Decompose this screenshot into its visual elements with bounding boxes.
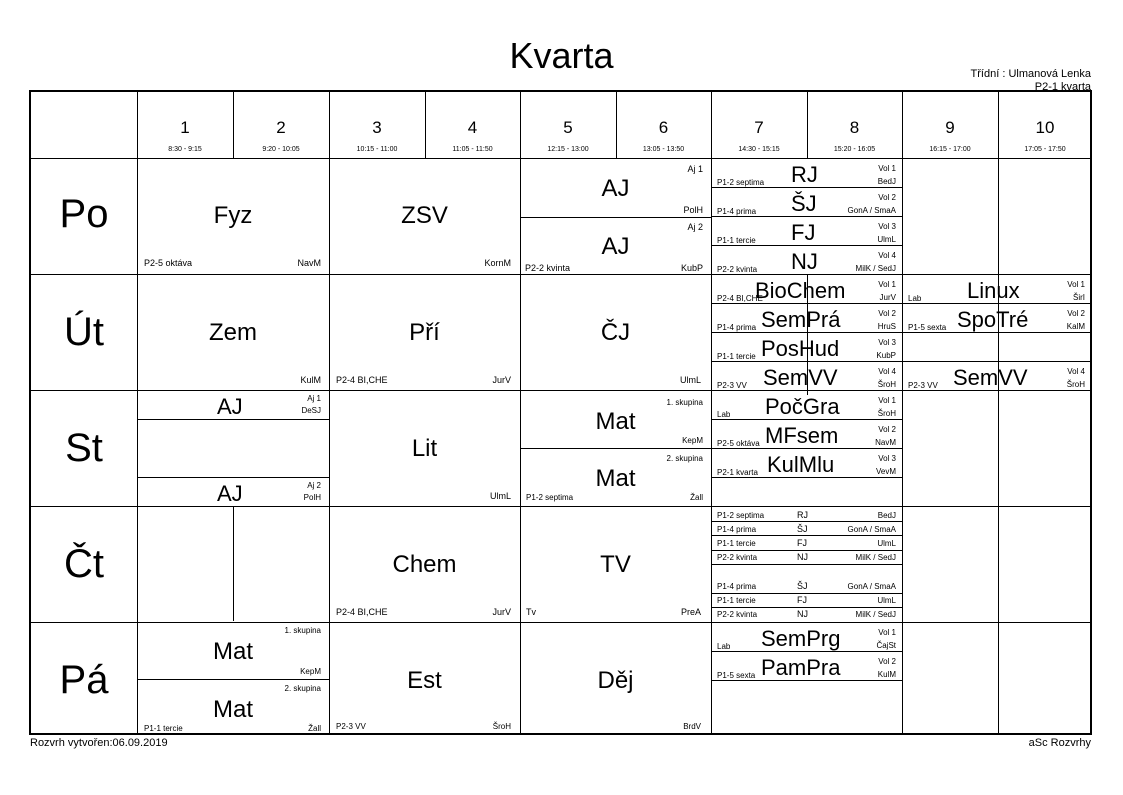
elective-class: P1-1 tercie: [717, 539, 756, 548]
period-time: 16:15 - 17:00: [929, 146, 971, 153]
lesson-subject: TV: [600, 551, 631, 578]
elective-class: P2-2 kvinta: [717, 553, 758, 562]
elective-class: P1-1 tercie: [717, 596, 756, 605]
elective-class: P1-5 sexta: [717, 671, 756, 680]
lesson-subject: Pří: [409, 319, 440, 346]
elective-class: Lab: [908, 294, 922, 303]
period-time: 17:05 - 17:50: [1024, 146, 1066, 153]
elective-teacher: MilK / SedJ: [855, 610, 896, 619]
elective-vol: Vol 4: [878, 251, 896, 260]
lesson-teacher: BrdV: [683, 722, 701, 731]
elective-class: Lab: [717, 410, 731, 419]
elective-subject: BioChem: [755, 278, 846, 303]
elective-class: P2-3 VV: [908, 381, 938, 390]
elective-vol: Vol 4: [878, 367, 896, 376]
lesson-teacher: UlmL: [679, 375, 701, 385]
lesson-subject: Lit: [411, 435, 438, 462]
period-time: 9:20 - 10:05: [262, 146, 300, 153]
elective-teacher: VevM: [875, 467, 896, 476]
elective-class: P1-4 prima: [717, 323, 757, 332]
lesson-subject: AJ: [601, 233, 630, 260]
elective-class: P1-4 prima: [717, 525, 757, 534]
elective-teacher: GonA / SmaA: [847, 206, 896, 215]
elective-vol: Vol 2: [878, 425, 896, 434]
lesson-teacher: PolH: [683, 205, 703, 215]
lesson-subject: Est: [407, 667, 442, 694]
lesson-teacher: NavM: [297, 258, 321, 268]
day-label: Út: [64, 310, 104, 354]
period-number: 9: [945, 118, 955, 137]
elective-teacher: KulM: [877, 670, 896, 679]
period-number: 5: [563, 118, 573, 137]
elective-subject: Linux: [967, 278, 1020, 303]
elective-vol: Vol 3: [878, 338, 896, 347]
elective-teacher: HruS: [877, 322, 896, 331]
lesson-class: P1-1 tercie: [144, 724, 183, 733]
elective-class: P2-3 VV: [717, 381, 747, 390]
period-time: 14:30 - 15:15: [738, 146, 780, 153]
lesson-class: Tv: [526, 607, 536, 617]
elective-teacher: NavM: [875, 438, 896, 447]
period-number: 7: [754, 118, 764, 137]
elective-vol: Vol 2: [878, 193, 896, 202]
lesson-teacher: KubP: [680, 263, 703, 273]
elective-subject: MFsem: [765, 423, 839, 448]
elective-vol: Vol 1: [878, 628, 896, 637]
lesson-group: Aj 2: [687, 222, 703, 232]
elective-teacher: UlmL: [877, 235, 896, 244]
elective-subject: ŠJ: [797, 581, 808, 591]
lesson-teacher: ŠroH: [492, 722, 511, 731]
day-label: St: [65, 426, 103, 470]
elective-vol: Vol 4: [1067, 367, 1085, 376]
lesson-class: P2-3 VV: [336, 722, 366, 731]
elective-class: P2-1 kvarta: [717, 468, 758, 477]
elective-teacher: GonA / SmaA: [847, 525, 896, 534]
lesson-teacher: KepM: [300, 667, 321, 676]
elective-teacher: KalM: [1066, 322, 1085, 331]
elective-subject: SemVV: [953, 365, 1028, 390]
elective-vol: Vol 1: [878, 280, 896, 289]
elective-subject: PočGra: [765, 394, 840, 419]
elective-subject: ŠJ: [791, 191, 817, 216]
elective-class: P1-4 prima: [717, 582, 757, 591]
lesson-group: P2-5 oktáva: [144, 258, 193, 268]
lesson-class: P2-4 BI,CHE: [336, 375, 388, 385]
lesson-subject: Mat: [595, 465, 636, 492]
elective-class: P2-4 BI,CHE: [717, 294, 763, 303]
elective-vol: Vol 1: [878, 164, 896, 173]
lesson-teacher: PolH: [303, 493, 321, 502]
elective-class: Lab: [717, 642, 731, 651]
lesson-subject: Zem: [209, 319, 257, 346]
elective-vol: Vol 1: [878, 396, 896, 405]
lesson-subject: AJ: [217, 481, 243, 506]
created-date: Rozvrh vytvořen:06.09.2019: [30, 737, 168, 749]
elective-teacher: BedJ: [877, 177, 896, 186]
lesson-class: P2-2 kvinta: [525, 263, 571, 273]
elective-subject: KulMlu: [767, 452, 835, 477]
period-time: 11:05 - 11:50: [452, 146, 493, 153]
lesson-group: 2. skupina: [666, 454, 703, 463]
elective-subject: SpoTré: [957, 307, 1029, 332]
elective-subject: NJ: [797, 609, 808, 619]
period-number: 3: [372, 118, 382, 137]
elective-vol: Vol 1: [1067, 280, 1085, 289]
elective-teacher: GonA / SmaA: [847, 582, 896, 591]
elective-subject: SemPrg: [761, 626, 841, 651]
elective-subject: ŠJ: [797, 524, 808, 534]
elective-teacher: UlmL: [877, 539, 896, 548]
elective-vol: Vol 3: [878, 222, 896, 231]
lesson-teacher: KepM: [682, 436, 703, 445]
timetable-grid: [29, 90, 1092, 735]
lesson-subject: Mat: [212, 638, 253, 665]
day-label: Pá: [59, 658, 109, 702]
period-number: 4: [467, 118, 478, 137]
elective-class: P1-2 septima: [717, 178, 765, 187]
elective-subject: PosHud: [761, 336, 840, 361]
elective-vol: Vol 2: [878, 657, 896, 666]
lesson-teacher: UlmL: [489, 491, 511, 501]
elective-teacher: ŠroH: [877, 409, 896, 418]
elective-teacher: ŠirI: [1073, 293, 1085, 302]
elective-subject: SemPrá: [761, 307, 841, 332]
lesson-group: Aj 1: [307, 394, 321, 403]
elective-class: P2-2 kvinta: [717, 610, 758, 619]
elective-class: P1-1 tercie: [717, 352, 756, 361]
elective-teacher: ČajSt: [876, 641, 896, 650]
lesson-subject: Mat: [595, 408, 636, 435]
elective-subject: NJ: [797, 552, 808, 562]
elective-vol: Vol 2: [878, 309, 896, 318]
lesson-subject: AJ: [601, 175, 630, 202]
lesson-teacher: PreA: [680, 607, 701, 617]
lesson-class: P2-4 BI,CHE: [336, 607, 388, 617]
elective-subject: NJ: [791, 249, 818, 274]
lesson-group: 2. skupina: [284, 684, 321, 693]
elective-teacher: MilK / SedJ: [855, 553, 896, 562]
elective-subject: RJ: [791, 162, 818, 187]
elective-teacher: ŠroH: [1066, 380, 1085, 389]
period-number: 8: [849, 118, 860, 137]
elective-teacher: ŠroH: [877, 380, 896, 389]
elective-teacher: BedJ: [877, 511, 896, 520]
lesson-teacher: KulM: [300, 375, 321, 385]
lesson-subject: Mat: [212, 696, 253, 723]
lesson-group: 1. skupina: [284, 626, 321, 635]
lesson-teacher: KornM: [484, 258, 511, 268]
lesson-teacher: DeSJ: [301, 406, 321, 415]
period-time: 8:30 - 9:15: [168, 146, 202, 153]
lesson-class: P1-2 septima: [526, 493, 574, 502]
lesson-teacher: Žall: [308, 724, 321, 733]
elective-subject: RJ: [797, 510, 808, 520]
period-number: 1: [180, 118, 190, 137]
lesson-subject: Chem: [392, 551, 457, 578]
lesson-subject: ZSV: [401, 202, 448, 229]
elective-subject: SemVV: [763, 365, 838, 390]
elective-teacher: JurV: [879, 293, 896, 302]
lesson-subject: Fyz: [213, 202, 253, 229]
elective-class: P1-4 prima: [717, 207, 757, 216]
elective-teacher: MilK / SedJ: [855, 264, 896, 273]
period-number: 10: [1035, 118, 1055, 137]
elective-class: P2-5 oktáva: [717, 439, 760, 448]
elective-vol: Vol 2: [1067, 309, 1085, 318]
period-time: 15:20 - 16:05: [833, 146, 876, 153]
elective-subject: FJ: [797, 538, 807, 548]
elective-subject: PamPra: [761, 655, 841, 680]
lesson-group: 1. skupina: [666, 398, 703, 407]
day-label: Po: [59, 192, 109, 236]
elective-class: P2-2 kvinta: [717, 265, 758, 274]
lesson-subject: ČJ: [600, 319, 631, 346]
elective-class: P1-2 septima: [717, 511, 765, 520]
class-code-label: P2-1 kvarta: [1034, 81, 1091, 93]
lesson-teacher: JurV: [492, 607, 511, 617]
period-time: 12:15 - 13:00: [547, 146, 589, 153]
elective-subject: FJ: [797, 595, 807, 605]
elective-teacher: KubP: [876, 351, 896, 360]
elective-class: P1-1 tercie: [717, 236, 756, 245]
elective-teacher: UlmL: [877, 596, 896, 605]
lesson-teacher: JurV: [492, 375, 511, 385]
lesson-group: Aj 2: [307, 481, 321, 490]
class-teacher-label: Třídní : Ulmanová Lenka: [970, 68, 1091, 80]
software-credit: aSc Rozvrhy: [1028, 737, 1091, 749]
page-title: Kvarta: [509, 35, 614, 76]
period-number: 6: [658, 118, 669, 137]
lesson-group: Aj 1: [687, 164, 703, 174]
period-time: 10:15 - 11:00: [356, 146, 398, 153]
lesson-subject: AJ: [217, 394, 243, 419]
period-time: 13:05 - 13:50: [642, 146, 685, 153]
period-number: 2: [276, 118, 286, 137]
lesson-subject: Děj: [597, 667, 634, 694]
elective-vol: Vol 3: [878, 454, 896, 463]
elective-subject: FJ: [791, 220, 816, 245]
lesson-teacher: Žall: [690, 493, 703, 502]
elective-class: P1-5 sexta: [908, 323, 947, 332]
day-label: Čt: [64, 542, 104, 586]
